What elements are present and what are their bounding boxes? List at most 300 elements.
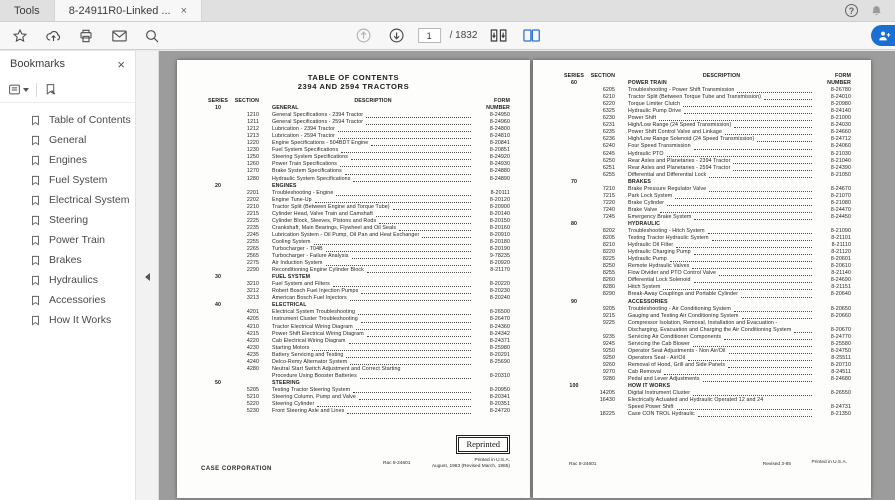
toc-row[interactable] xyxy=(203,359,510,366)
toc-row[interactable] xyxy=(559,291,851,298)
toc-form-number: 8-21070 xyxy=(830,192,851,199)
toc-row[interactable] xyxy=(559,348,851,355)
dot-leader xyxy=(733,163,812,164)
dot-leader xyxy=(675,198,812,199)
toc-row[interactable] xyxy=(203,352,510,359)
toc-row[interactable] xyxy=(559,320,851,327)
toc-section-heading[interactable] xyxy=(559,179,851,186)
toc-section-title: ELECTRICAL xyxy=(272,302,307,309)
toc-description: Troubleshooting - Power Shift Transmission xyxy=(628,87,735,94)
toc-row[interactable] xyxy=(559,411,851,418)
toc-form-number: 8-24920 xyxy=(489,154,510,161)
toc-description: Electrically Actuated and Hydraulic Operated 12 and 24 xyxy=(628,397,764,404)
toc-row[interactable] xyxy=(203,176,510,183)
toc-row[interactable] xyxy=(203,168,510,175)
bookmark-item[interactable] xyxy=(0,130,135,150)
toc-description: Brake Cylinder xyxy=(628,199,665,206)
toc-description: Rear Axles and Planetaries - 2594 Tractor xyxy=(628,164,731,171)
toc-row[interactable] xyxy=(203,112,510,119)
toc-form-number: 8-20841 xyxy=(489,140,510,147)
toc-form-number: 8-24720 xyxy=(489,408,510,415)
bookmarks-panel-title: Bookmarks xyxy=(10,58,66,70)
toc-section-title: STEERING xyxy=(272,379,300,386)
toc-description: Cab Electrical Wiring Diagram xyxy=(272,337,346,344)
bookmark-item-label: How It Works xyxy=(49,314,112,326)
toc-description: American Bosch Fuel Injectors xyxy=(272,295,347,302)
toc-description: Servicing the Cab Blower xyxy=(628,340,690,347)
toc-header-section: SECTION xyxy=(590,73,615,79)
toc-row[interactable] xyxy=(203,225,510,232)
toc-section-code: 1230 xyxy=(246,147,259,154)
toc-row[interactable] xyxy=(203,119,510,126)
bookmark-options-button[interactable] xyxy=(8,83,29,96)
toc-form-number: 8-20140 xyxy=(489,210,510,217)
toc-form-number: 8-25690 xyxy=(489,358,510,365)
dot-leader xyxy=(315,202,471,203)
dot-leader xyxy=(667,205,812,206)
toc-row[interactable] xyxy=(559,143,851,150)
dot-leader xyxy=(376,216,471,217)
reprinted-stamp: Reprinted xyxy=(458,437,508,452)
main-toolbar xyxy=(0,22,895,50)
toc-section-code: 16430 xyxy=(599,397,615,404)
bookmark-item[interactable] xyxy=(0,270,135,290)
toc-description: Turbocharger - Failure Analysis xyxy=(272,253,349,260)
toc-section-heading[interactable] xyxy=(559,80,851,87)
toc-section-heading[interactable] xyxy=(203,105,510,112)
toc-row[interactable] xyxy=(203,394,510,401)
toc-section-code: 2290 xyxy=(246,267,259,274)
toc-description: Battery Servicing and Testing xyxy=(272,351,344,358)
favorite-button[interactable] xyxy=(8,25,32,47)
document-viewport[interactable] xyxy=(159,51,895,500)
next-page-button[interactable] xyxy=(385,25,409,47)
toc-section-code: 3212 xyxy=(246,288,259,295)
toc-section-code: 2215 xyxy=(246,210,259,217)
bookmark-item-label: Engines xyxy=(49,154,87,166)
toc-section-code: 8290 xyxy=(602,291,615,298)
toc-form-number: 8-24950 xyxy=(489,112,510,119)
toc-form-number: 8-20601 xyxy=(830,256,851,263)
toc-form-number: 8-21170 xyxy=(490,267,510,274)
bookmark-item[interactable] xyxy=(0,310,135,330)
toc-section-code: 6251 xyxy=(602,164,615,171)
bookmark-item-label: Brakes xyxy=(49,254,82,266)
close-panel-icon[interactable]: × xyxy=(117,56,125,72)
toc-row[interactable] xyxy=(559,165,851,172)
toc-row-continued[interactable] xyxy=(559,327,851,334)
toc-section-code: 9250 xyxy=(602,354,615,361)
toc-section-code: 6245 xyxy=(602,150,615,157)
toc-description: Troubleshooting - Air Conditioning System xyxy=(628,305,731,312)
toc-series-number: 30 xyxy=(214,274,222,281)
dot-leader xyxy=(326,251,471,252)
toc-row[interactable] xyxy=(559,214,851,221)
toc-section-code: 6220 xyxy=(602,101,615,108)
dot-leader xyxy=(352,258,471,259)
bookmark-item[interactable] xyxy=(0,170,135,190)
toc-row[interactable] xyxy=(559,151,851,158)
toc-row[interactable] xyxy=(559,101,851,108)
toc-section-code: 1212 xyxy=(246,126,259,133)
toc-form-number: 8-21000 xyxy=(830,115,851,122)
dot-leader xyxy=(703,381,812,382)
caret-down-icon xyxy=(23,88,29,92)
toc-title-line2: 2394 AND 2594 TRACTORS xyxy=(297,82,410,91)
toc-section-code: 9205 xyxy=(602,305,615,312)
toc-row[interactable] xyxy=(203,324,510,331)
dot-leader xyxy=(709,177,812,178)
toc-section-code: 2202 xyxy=(246,196,259,203)
toc-description: Power Shift Electrical Wiring Diagram xyxy=(272,330,364,337)
toc-section-title: GENERAL xyxy=(272,105,299,112)
toc-section-code: 7210 xyxy=(602,185,615,192)
toc-row[interactable] xyxy=(203,345,510,352)
toc-section-code: 4240 xyxy=(246,358,259,365)
toc-row[interactable] xyxy=(559,313,851,320)
toc-section-code: 6210 xyxy=(602,94,615,101)
toc-row[interactable] xyxy=(559,129,851,136)
toc-description: Case CON TROL Hydraulic xyxy=(628,411,695,418)
toc-row[interactable] xyxy=(203,197,510,204)
bookmark-item-label: General xyxy=(49,134,87,146)
toc-row[interactable] xyxy=(203,211,510,218)
dot-leader xyxy=(341,152,471,153)
dot-leader xyxy=(693,346,812,347)
toc-row[interactable] xyxy=(203,309,510,316)
toc-section-code: 4220 xyxy=(246,337,259,344)
dot-leader xyxy=(393,209,471,210)
toc-description: Engine Specifications - 504BDT Engine xyxy=(272,140,369,147)
toc-row[interactable] xyxy=(559,376,851,383)
tab-close-icon[interactable]: × xyxy=(180,4,188,17)
toc-description: Starting Motors xyxy=(272,344,310,351)
toc-description: Steering Cylinder xyxy=(272,401,315,408)
toc-form-number: 8-24930 xyxy=(489,161,510,168)
bell-icon[interactable] xyxy=(870,4,883,18)
bookmark-item[interactable] xyxy=(0,190,135,210)
toc-form-number: 8-20670 xyxy=(830,326,851,333)
toc-section-code: 4230 xyxy=(246,344,259,351)
toc-section-heading[interactable] xyxy=(203,183,510,190)
dot-leader xyxy=(338,131,471,132)
dot-leader xyxy=(350,364,471,365)
share-button[interactable] xyxy=(871,25,895,46)
toc-row[interactable] xyxy=(559,242,851,249)
toc-section-code: 6231 xyxy=(602,122,615,129)
toc-row[interactable] xyxy=(203,288,510,295)
toc-section-heading[interactable] xyxy=(203,302,510,309)
tab-tools[interactable] xyxy=(0,0,54,21)
toc-row[interactable] xyxy=(203,387,510,394)
email-button[interactable] xyxy=(107,25,131,47)
dot-leader xyxy=(692,268,812,269)
dot-leader xyxy=(708,233,812,234)
toc-section-code: 2201 xyxy=(246,189,259,196)
toc-row[interactable] xyxy=(559,108,851,115)
toc-row[interactable] xyxy=(559,200,851,207)
bookmark-item[interactable] xyxy=(0,150,135,170)
toc-row[interactable] xyxy=(559,122,851,129)
toc-description: Hydraulic Pump Drive xyxy=(628,108,682,115)
toc-row[interactable] xyxy=(203,190,510,197)
dot-leader xyxy=(734,311,812,312)
toc-row[interactable] xyxy=(559,355,851,362)
printer-icon xyxy=(78,28,94,44)
toc-row[interactable] xyxy=(203,338,510,345)
toc-description: Differential and Differential Lock xyxy=(628,171,707,178)
bookmark-item[interactable] xyxy=(0,290,135,310)
toc-row[interactable] xyxy=(203,260,510,267)
toc-section-heading[interactable] xyxy=(559,383,851,390)
toc-row[interactable] xyxy=(559,334,851,341)
toc-header-series: SERIES xyxy=(207,98,229,104)
toc-section-code: 9215 xyxy=(602,312,615,319)
toc-description: Hydraulic Charging Pump xyxy=(628,249,691,256)
toc-row[interactable] xyxy=(559,193,851,200)
toc-section-code: 8280 xyxy=(602,284,615,291)
toc-form-number: 8-24800 xyxy=(489,126,510,133)
toc-section-heading[interactable] xyxy=(559,299,851,306)
toc-row[interactable] xyxy=(559,115,851,122)
toc-row[interactable] xyxy=(559,94,851,101)
toc-row[interactable] xyxy=(203,246,510,253)
page-number-input[interactable] xyxy=(418,28,441,43)
toc-row[interactable] xyxy=(559,186,851,193)
toc-row[interactable] xyxy=(203,253,510,260)
toc-section-code: 2245 xyxy=(246,231,259,238)
toc-section-code: 6250 xyxy=(602,157,615,164)
toc-row[interactable] xyxy=(559,228,851,235)
dot-leader xyxy=(733,170,812,171)
toc-description: Lubrication - 2394 Tractor xyxy=(272,126,335,133)
toc-section-code: 5230 xyxy=(246,408,259,415)
tab-document[interactable] xyxy=(54,0,202,21)
toc-description: Engine Tune-Up xyxy=(272,196,312,203)
toc-row[interactable] xyxy=(203,133,510,140)
toc-description: Tractor Electrical Wiring Diagram xyxy=(272,323,353,330)
toc-description: Park Lock System xyxy=(628,192,673,199)
help-icon[interactable]: ? xyxy=(845,4,858,17)
toc-form-number: 8-24680 xyxy=(830,376,851,383)
toc-header-form: FORM xyxy=(835,73,851,79)
toc-row[interactable] xyxy=(203,408,510,415)
dot-leader xyxy=(709,191,812,192)
toc-section-heading[interactable] xyxy=(559,221,851,228)
toc-description: Delco-Remy Alternator System xyxy=(272,358,348,365)
toc-section-code: 2225 xyxy=(246,217,259,224)
toc-row[interactable] xyxy=(203,161,510,168)
toc-row[interactable] xyxy=(559,270,851,277)
toc-section-code: 6240 xyxy=(602,143,615,150)
toc-section-code: 3210 xyxy=(246,281,259,288)
dot-leader xyxy=(379,223,471,224)
dot-leader xyxy=(724,339,812,340)
toc-form-number: 8-20310 xyxy=(489,372,510,379)
two-page-view-icon xyxy=(522,28,541,43)
scroll-mode-button[interactable] xyxy=(486,25,510,47)
toc-series-number: 100 xyxy=(569,383,579,390)
toc-row[interactable] xyxy=(559,172,851,179)
find-current-bookmark-button[interactable] xyxy=(44,83,57,96)
toc-section-code: 14205 xyxy=(599,390,615,397)
toc-description: Gauging and Testing Air Conditioning System xyxy=(628,312,739,319)
toc-description: Flow Divider and PTO Control Valve xyxy=(628,270,716,277)
arrow-up-circle-icon xyxy=(355,27,372,44)
toc-section-heading[interactable] xyxy=(203,380,510,387)
toc-row[interactable] xyxy=(203,401,510,408)
toc-row-continued[interactable] xyxy=(559,404,851,411)
toc-form-number: 8-24390 xyxy=(830,164,851,171)
toc-row[interactable] xyxy=(203,147,510,154)
toc-form-number: 8-20660 xyxy=(830,312,851,319)
search-button[interactable] xyxy=(140,25,164,47)
toc-header-row xyxy=(559,73,851,80)
dot-leader xyxy=(359,399,471,400)
toc-section-code: 8210 xyxy=(602,242,615,249)
toc-title-line1: TABLE OF CONTENTS xyxy=(307,73,400,82)
dot-leader xyxy=(694,254,812,255)
toc-section-code: 8220 xyxy=(602,249,615,256)
toc-row[interactable] xyxy=(559,249,851,256)
toc-section-code: 1210 xyxy=(246,112,259,119)
toc-row[interactable] xyxy=(559,277,851,284)
toc-series-number: 10 xyxy=(214,105,222,112)
two-page-view-button[interactable] xyxy=(519,25,543,47)
bookmark-item[interactable] xyxy=(0,250,135,270)
dot-leader xyxy=(670,261,812,262)
toc-section-code: 8250 xyxy=(602,263,615,270)
toc-row[interactable] xyxy=(559,369,851,376)
toc-form-number: 8-24371 xyxy=(489,337,510,344)
toc-form-number: 8-20150 xyxy=(489,217,510,224)
dot-leader xyxy=(712,240,812,241)
toc-form-number: 9-78235 xyxy=(489,253,510,260)
cloud-upload-button[interactable] xyxy=(41,25,65,47)
toc-section-code: 6325 xyxy=(602,108,615,115)
toc-form-number: 8-20291 xyxy=(489,351,510,358)
toc-section-heading[interactable] xyxy=(203,274,510,281)
toc-row[interactable] xyxy=(203,295,510,302)
toc-series-number: 50 xyxy=(214,379,222,386)
toc-section-code: 9245 xyxy=(602,340,615,347)
toc-header-description: DESCRIPTION xyxy=(354,98,392,104)
dot-leader xyxy=(728,367,812,368)
toc-row[interactable] xyxy=(203,281,510,288)
toc-row[interactable] xyxy=(559,397,851,404)
bookmark-icon xyxy=(30,134,41,147)
toc-row[interactable] xyxy=(559,263,851,270)
toc-row[interactable] xyxy=(203,204,510,211)
toc-row[interactable] xyxy=(203,267,510,274)
dot-leader xyxy=(353,392,471,393)
toc-form-number: 8-24890 xyxy=(489,175,510,182)
toc-row[interactable] xyxy=(559,87,851,94)
toc-row-continued[interactable] xyxy=(203,373,510,380)
dot-leader xyxy=(361,322,471,323)
toc-row[interactable] xyxy=(559,390,851,397)
bookmark-item[interactable] xyxy=(0,110,135,130)
pdf-page-1 xyxy=(177,60,530,498)
toc-row[interactable] xyxy=(203,239,510,246)
toc-description: Operator Seat Adjustments - Non Air/Oil xyxy=(628,347,726,354)
bookmarks-panel xyxy=(0,51,136,500)
toc-section-code: 4235 xyxy=(246,351,259,358)
dot-leader xyxy=(757,141,812,142)
toc-form-number: 8-24342 xyxy=(489,330,510,337)
toc-row[interactable] xyxy=(559,207,851,214)
dot-leader xyxy=(340,166,471,167)
footer-code-left: Rac 8-24601 xyxy=(383,461,411,466)
toc-row[interactable] xyxy=(203,316,510,323)
toc-form-number: 8-20120 xyxy=(489,196,510,203)
toc-form-number: 8-21140 xyxy=(831,270,851,277)
toc-row[interactable] xyxy=(559,306,851,313)
toc-header-description: DESCRIPTION xyxy=(702,73,741,79)
dot-leader xyxy=(422,237,471,238)
print-button[interactable] xyxy=(74,25,98,47)
toc-description: Tractor Split (Between Torque Tube and Transmission) xyxy=(628,94,761,101)
toc-row[interactable] xyxy=(203,140,510,147)
bookmark-icon xyxy=(30,234,41,247)
dot-leader xyxy=(729,353,812,354)
toc-row[interactable] xyxy=(559,284,851,291)
previous-page-button[interactable] xyxy=(352,25,376,47)
collapse-sidebar-button[interactable] xyxy=(140,269,154,285)
toc-row[interactable] xyxy=(203,331,510,338)
toc-form-number: 8-21120 xyxy=(831,249,851,256)
bookmark-icon xyxy=(30,274,41,287)
dot-leader xyxy=(345,174,471,175)
toc-row[interactable] xyxy=(203,126,510,133)
toc-row[interactable] xyxy=(559,235,851,242)
toc-form-number: 8-21080 xyxy=(830,199,851,206)
bookmark-item-label: Steering xyxy=(49,214,89,226)
toc-description: Testing Tractor Steering System xyxy=(272,386,351,393)
toc-row[interactable] xyxy=(203,366,510,373)
bookmark-list xyxy=(0,103,135,330)
toc-section-code: 9260 xyxy=(602,361,615,368)
toc-row[interactable] xyxy=(559,256,851,263)
bookmark-icon xyxy=(30,154,41,167)
toc-description: Cab Removal xyxy=(628,368,662,375)
toc-row[interactable] xyxy=(203,154,510,161)
dot-leader xyxy=(693,395,812,396)
toc-row[interactable] xyxy=(559,341,851,348)
toc-section-code: 1270 xyxy=(246,168,259,175)
toc-row[interactable] xyxy=(559,136,851,143)
toc-description: Pedal and Lever Adjustments xyxy=(628,376,700,383)
toc-row[interactable] xyxy=(203,218,510,225)
toc-row[interactable] xyxy=(559,362,851,369)
toc-section-title: HOW IT WORKS xyxy=(628,383,671,390)
toc-description: Robert Bosch Fuel Injection Pumps xyxy=(272,288,359,295)
dot-leader xyxy=(764,99,812,100)
toc-series-number: 60 xyxy=(570,80,578,87)
toc-section-code: 7215 xyxy=(602,192,615,199)
toc-header-section: SECTION xyxy=(234,98,259,104)
dot-leader xyxy=(737,92,812,93)
dot-leader xyxy=(719,275,812,276)
toc-row[interactable] xyxy=(203,232,510,239)
bookmark-item[interactable] xyxy=(0,230,135,250)
toc-section-code: 9235 xyxy=(602,333,615,340)
toc-header-form-number: NUMBER xyxy=(827,80,851,87)
dot-leader xyxy=(326,265,471,266)
bookmark-item[interactable] xyxy=(0,210,135,230)
toc-row[interactable] xyxy=(559,158,851,165)
toc-form-number: 8-24010 xyxy=(830,94,851,101)
